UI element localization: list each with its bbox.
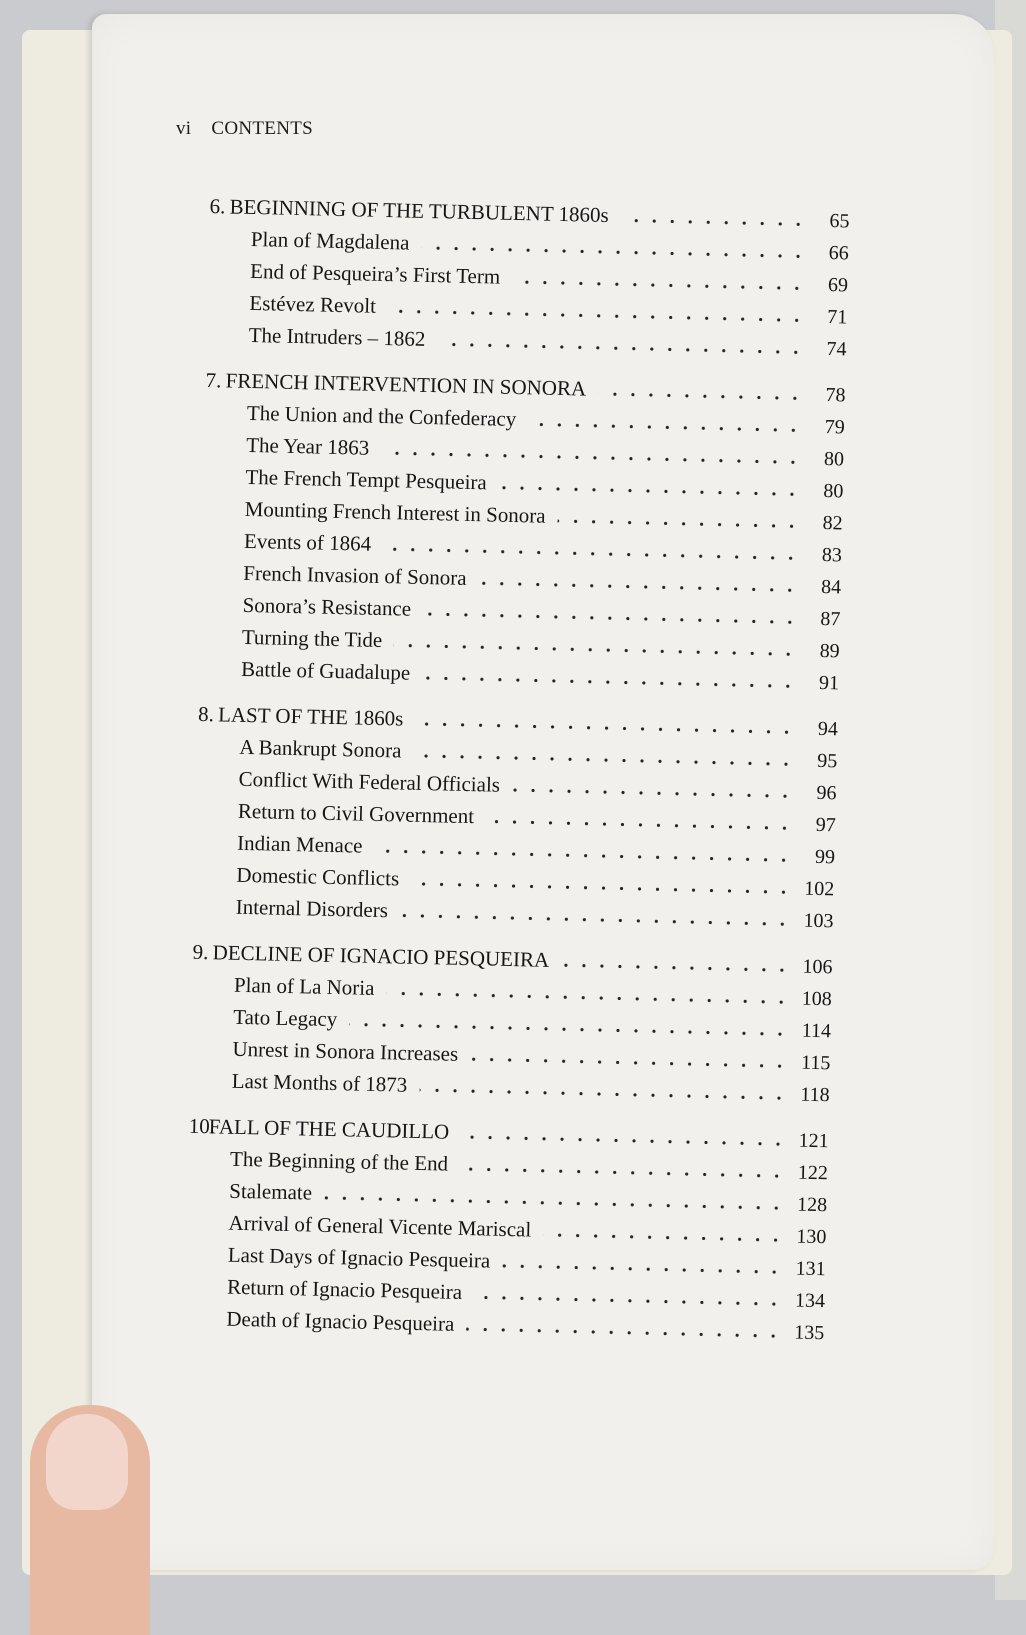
dot-leader xyxy=(422,676,797,689)
section-title: The Beginning of the End xyxy=(229,1146,449,1176)
running-head-title: CONTENTS xyxy=(211,118,314,139)
dot-leader xyxy=(421,246,806,259)
dot-leader xyxy=(528,422,803,432)
section-title: Internal Disorders xyxy=(235,894,389,923)
page-number: 122 xyxy=(797,1161,829,1185)
page-number: 71 xyxy=(827,306,848,329)
dot-leader xyxy=(499,486,802,497)
dot-leader xyxy=(466,1327,782,1338)
chapter-title: LAST OF THE 1860s xyxy=(217,702,404,731)
section-title: Indian Menace xyxy=(236,830,363,858)
page-number: 87 xyxy=(820,607,841,631)
dot-leader xyxy=(349,1022,789,1036)
page-number: 78 xyxy=(825,384,846,407)
page-number: 114 xyxy=(801,1019,832,1043)
section-title: Turning the Tide xyxy=(241,624,383,653)
dot-leader xyxy=(394,643,798,656)
dot-leader xyxy=(478,581,799,592)
dot-leader xyxy=(386,991,789,1004)
dot-leader xyxy=(470,1057,788,1068)
section-title: The Year 1863 xyxy=(245,432,370,460)
dot-leader xyxy=(374,849,793,862)
section-title: Battle of Guadalupe xyxy=(240,656,411,685)
chapter-number: 6. xyxy=(209,193,226,219)
dot-leader xyxy=(512,280,806,291)
page-number: 80 xyxy=(823,479,844,503)
section-title: End of Pesqueira’s First Term xyxy=(249,258,501,289)
dot-leader xyxy=(621,218,808,226)
section-title: Death of Ignacio Pesqueira xyxy=(226,1306,455,1336)
page-number: 66 xyxy=(828,242,849,265)
section-title: Last Days of Ignacio Pesqueira xyxy=(227,1242,491,1273)
dot-leader xyxy=(461,1135,786,1146)
dot-leader xyxy=(423,612,798,625)
dot-leader xyxy=(400,913,792,926)
dot-leader xyxy=(561,963,790,972)
page-number: 131 xyxy=(795,1257,826,1281)
page-number: 79 xyxy=(824,416,846,439)
section-title: Arrival of General Vicente Mariscal xyxy=(228,1210,532,1242)
page-number: 89 xyxy=(819,639,840,663)
dot-leader xyxy=(383,547,800,560)
section-title: Plan of Magdalena xyxy=(250,226,410,255)
chapter-10 xyxy=(184,1110,829,1348)
dot-leader xyxy=(502,1264,784,1274)
page-number: 103 xyxy=(803,909,834,933)
section-title: French Invasion of Sonora xyxy=(243,560,467,590)
chapter-number: 8. xyxy=(197,701,215,727)
page-number: 99 xyxy=(814,845,836,869)
section-title: Return of Ignacio Pesqueira xyxy=(226,1274,463,1304)
page-number: 91 xyxy=(818,671,840,695)
dot-leader xyxy=(419,1088,787,1100)
page-number: 106 xyxy=(802,955,833,979)
page-number: 94 xyxy=(817,717,839,741)
dot-leader xyxy=(413,754,795,767)
chapter-title: BEGINNING OF THE TURBULENT 1860s xyxy=(229,194,609,228)
dot-leader xyxy=(543,1233,784,1242)
chapter-title: FRENCH INTERVENTION IN SONORA xyxy=(225,368,587,401)
chapter-6 xyxy=(206,190,849,364)
section-title: Domestic Conflicts xyxy=(236,862,400,891)
dot-leader xyxy=(512,788,795,798)
page-number: 80 xyxy=(823,448,845,471)
chapter-number: 9. xyxy=(192,939,209,965)
section-title: Tato Legacy xyxy=(232,1004,338,1032)
page-number: 95 xyxy=(816,749,838,773)
dot-leader xyxy=(486,819,794,830)
chapter-8 xyxy=(193,698,838,936)
section-title: Events of 1864 xyxy=(243,528,372,556)
dot-leader xyxy=(557,519,800,529)
section-title: Stalemate xyxy=(229,1178,313,1205)
dot-leader xyxy=(460,1167,786,1178)
page-number: 65 xyxy=(829,210,850,233)
section-title: Plan of La Noria xyxy=(233,972,375,1000)
chapter-title: FALL OF THE CAUDILLO xyxy=(208,1114,450,1144)
dot-leader xyxy=(381,451,802,465)
section-title: The French Tempt Pesqueira xyxy=(245,464,488,495)
page-number: 97 xyxy=(815,813,836,837)
section-title: Unrest in Sonora Increases xyxy=(232,1036,459,1066)
dot-leader xyxy=(474,1295,783,1306)
section-title: Sonora’s Resistance xyxy=(242,592,412,621)
section-title: Return to Civil Government xyxy=(237,798,475,829)
dot-leader xyxy=(415,722,796,735)
section-title: Conflict With Federal Officials xyxy=(238,766,501,797)
dot-leader xyxy=(437,342,804,354)
table-of-contents xyxy=(184,190,850,1362)
page-number: 82 xyxy=(822,511,843,535)
section-title: Last Months of 1873 xyxy=(231,1068,408,1097)
page-number: 102 xyxy=(804,877,835,901)
chapter-number: 10. xyxy=(188,1113,216,1139)
page-number: 74 xyxy=(826,338,847,361)
page-number: 118 xyxy=(800,1083,830,1107)
page-number: 121 xyxy=(798,1129,829,1153)
page-folio: vi xyxy=(176,118,192,139)
page-number: 108 xyxy=(801,987,833,1011)
dot-leader xyxy=(388,309,805,322)
page-number: 135 xyxy=(793,1321,825,1345)
page-number: 128 xyxy=(796,1193,828,1217)
section-title: The Union and the Confederacy xyxy=(246,400,517,432)
dot-leader xyxy=(598,392,803,401)
section-title: The Intruders – 1862 xyxy=(248,322,426,351)
section-title: Mounting French Interest in Sonora xyxy=(244,496,546,528)
section-title: A Bankrupt Sonora xyxy=(239,734,402,763)
running-head xyxy=(176,118,313,140)
chapter-title: DECLINE OF IGNACIO PESQUEIRA xyxy=(212,940,550,972)
page-number: 130 xyxy=(796,1225,827,1249)
chapter-number: 7. xyxy=(205,367,222,393)
chapter-9 xyxy=(189,936,832,1110)
page-number: 84 xyxy=(820,575,842,599)
dot-leader xyxy=(411,882,792,895)
chapter-7 xyxy=(199,364,846,698)
page-number: 69 xyxy=(827,274,849,297)
page-number: 115 xyxy=(800,1051,831,1075)
page-number: 96 xyxy=(816,781,837,805)
section-title: Estévez Revolt xyxy=(249,290,377,318)
dot-leader xyxy=(324,1196,785,1210)
page-number: 134 xyxy=(794,1289,826,1313)
page-number: 83 xyxy=(821,543,843,567)
thumbnail xyxy=(46,1414,128,1510)
